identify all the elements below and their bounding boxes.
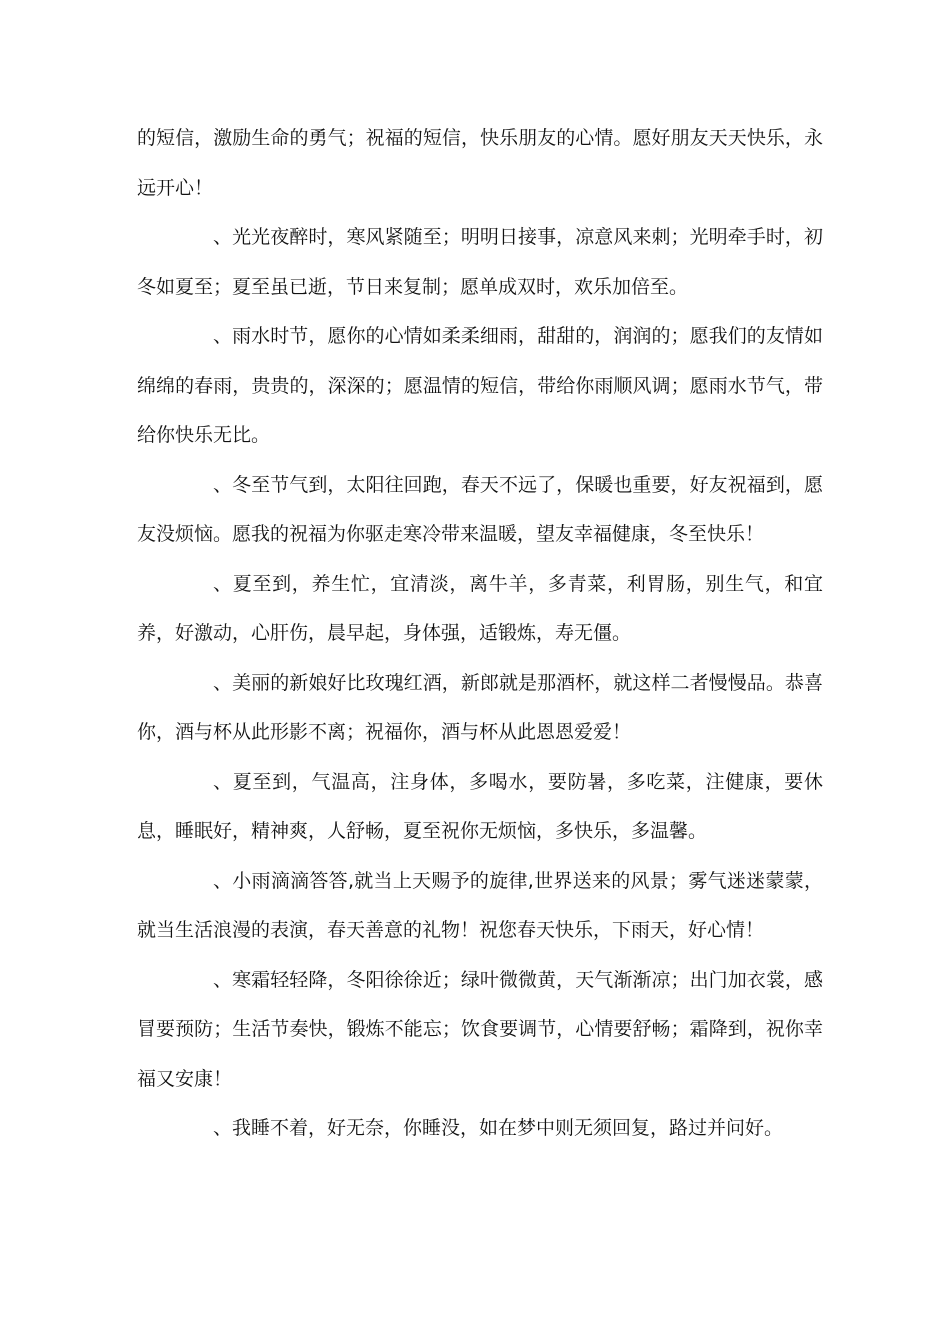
paragraph: 、冬至节气到，太阳往回跑，春天不远了，保暖也重要，好友祝福到，愿友没烦恼。愿我的祝福为你驱走寒冷带来温暖，望友幸福健康，冬至快乐！: [137, 473, 823, 545]
paragraph: 、光光夜醉时，寒风紧随至；明明日接事，凉意风来刺；光明牵手时，初冬如夏至；夏至虽已逝，节日来复制；愿单成双时，欢乐加倍至。: [137, 226, 823, 298]
paragraph: 、小雨滴滴答答,就当上天赐予的旋律,世界送来的风景；雾气迷迷蒙蒙，就当生活浪漫的表演，春天善意的礼物！祝您春天快乐，下雨天，好心情！: [137, 869, 823, 941]
paragraph: 、我睡不着，好无奈，你睡没，如在梦中则无须回复，路过并问好。: [213, 1117, 784, 1139]
paragraph: 、夏至到，养生忙，宜清淡，离牛羊，多青菜，利胃肠，别生气，和宜养，好激动，心肝伤，晨早起，身体强，适锻炼，寿无僵。: [137, 572, 823, 644]
document-body: [137, 114, 823, 1154]
paragraph: 、美丽的新娘好比玫瑰红酒，新郎就是那酒杯，就这样二者慢慢品。恭喜你，酒与杯从此形影不离；祝福你，酒与杯从此恩恩爱爱！: [137, 671, 823, 743]
paragraph: 、雨水时节，愿你的心情如柔柔细雨，甜甜的，润润的；愿我们的友情如绵绵的春雨，贵贵的，深深的；愿温情的短信，带给你雨顺风调；愿雨水节气，带给你快乐无比。: [137, 325, 823, 446]
paragraph: 的短信，激励生命的勇气；祝福的短信，快乐朋友的心情。愿好朋友天天快乐，永远开心！: [137, 127, 823, 199]
paragraph: 、寒霜轻轻降，冬阳徐徐近；绿叶微微黄，天气渐渐凉；出门加衣裳，感冒要预防；生活节奏快，锻炼不能忘；饮食要调节，心情要舒畅；霜降到，祝你幸福又安康！: [137, 968, 823, 1090]
paragraph: 、夏至到，气温高，注身体，多喝水，要防暑，多吃菜，注健康，要休息，睡眠好，精神爽，人舒畅，夏至祝你无烦恼，多快乐，多温馨。: [137, 770, 823, 842]
